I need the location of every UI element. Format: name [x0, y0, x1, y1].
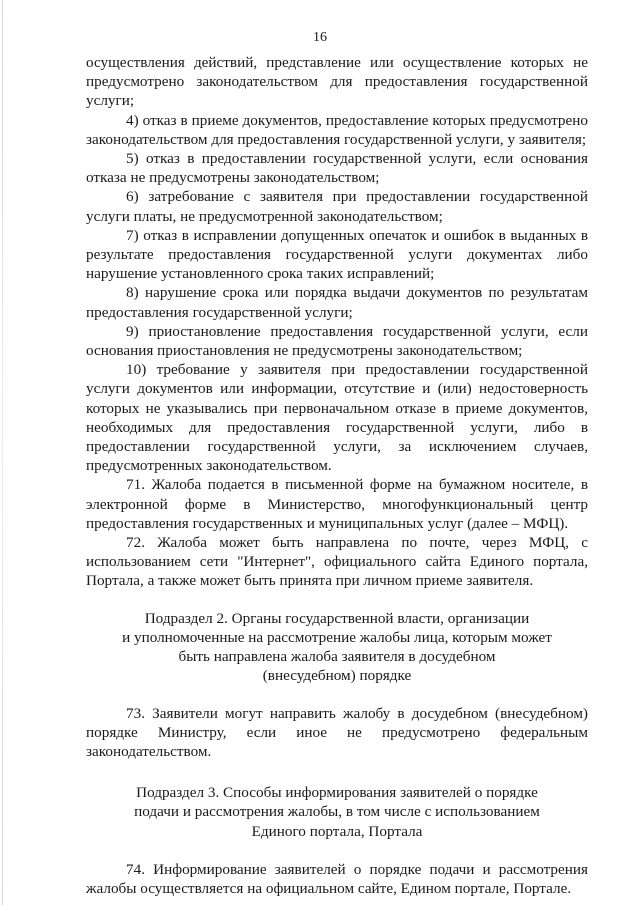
subsection-3-heading-line: Единого портала, Портала [251, 822, 423, 840]
page-number: 16 [313, 30, 327, 45]
subsection-2-heading [86, 609, 588, 686]
subsection-2-heading-line: Подраздел 2. Органы государственной власти, организации [144, 609, 530, 627]
page-edge-line [2, 0, 3, 905]
subsection-3-heading-line: Подраздел 3. Способы информирования заявителей о порядке [136, 784, 538, 802]
subsection-2-heading-line: (внесудебном) порядке [262, 667, 412, 685]
subsection-2-heading-line: быть направлена жалоба заявителя в досудебном [178, 648, 496, 666]
paragraph: 7) отказ в исправлении допущенных опечаток и ошибок в выданных в результате предоставления государственной услуги документах либо нарушение установленного срока таких исправлений; [86, 226, 588, 283]
paragraph: 6) затребование с заявителя при предоставлении государственной услуги платы, не предусмотренной законодательством; [86, 188, 588, 225]
paragraph: 71. Жалоба подается в письменной форме на бумажном носителе, в электронной форме в Министерство, многофункциональный центр предоставления государственных и муниципальных услуг (далее – МФЦ). [86, 476, 588, 532]
paragraph: 4) отказ в приеме документов, предоставление которых предусмотрено законодательством для предоставления государственной услуги, у заявителя; [86, 111, 588, 148]
document-body [86, 53, 588, 898]
paragraph: 8) нарушение срока или порядка выдачи документов по результатам предоставления государственной услуги; [86, 284, 588, 321]
paragraph-73: 73. Заявители могут направить жалобу в досудебном (внесудебном) порядке Министру, если иное не предусмотрено федеральным законодательством. [86, 704, 588, 760]
subsection-2-heading-line: и уполномоченные на рассмотрение жалобы лица, которым может [122, 628, 552, 646]
paragraph: 10) требование у заявителя при предоставлении государственной услуги документов или информации, отсутствие и (или) недостоверность которых не указывались при первоначальном отказе в приеме документов, необходимых для предоставления государственной услуги, либо в предоставлении государственной услуги, за исключением случаев, предусмотренных законодательством. [86, 361, 588, 475]
paragraph: осуществления действий, представление или осуществление которых не предусмотрено законодательством для предоставления государственной услуги; [86, 54, 588, 110]
paragraph: 72. Жалоба может быть направлена по почте, через МФЦ, с использованием сети "Интернет", официального сайта Единого портала, Портала, а также может быть принята при личном приеме заявителя. [86, 534, 588, 590]
paragraph-list [86, 53, 588, 591]
subsection-3-heading-line: подачи и рассмотрения жалобы, в том числе с использованием [134, 803, 540, 821]
paragraph-74: 74. Информирование заявителей о порядке подачи и рассмотрения жалобы осуществляется на официальном сайте, Едином портале, Портале. [86, 860, 588, 897]
paragraph: 5) отказ в предоставлении государственной услуги, если основания отказа не предусмотрены законодательством; [86, 150, 588, 187]
paragraph: 9) приостановление предоставления государственной услуги, если основания приостановления не предусмотрены законодательством; [86, 322, 588, 360]
subsection-3-heading [86, 783, 588, 841]
